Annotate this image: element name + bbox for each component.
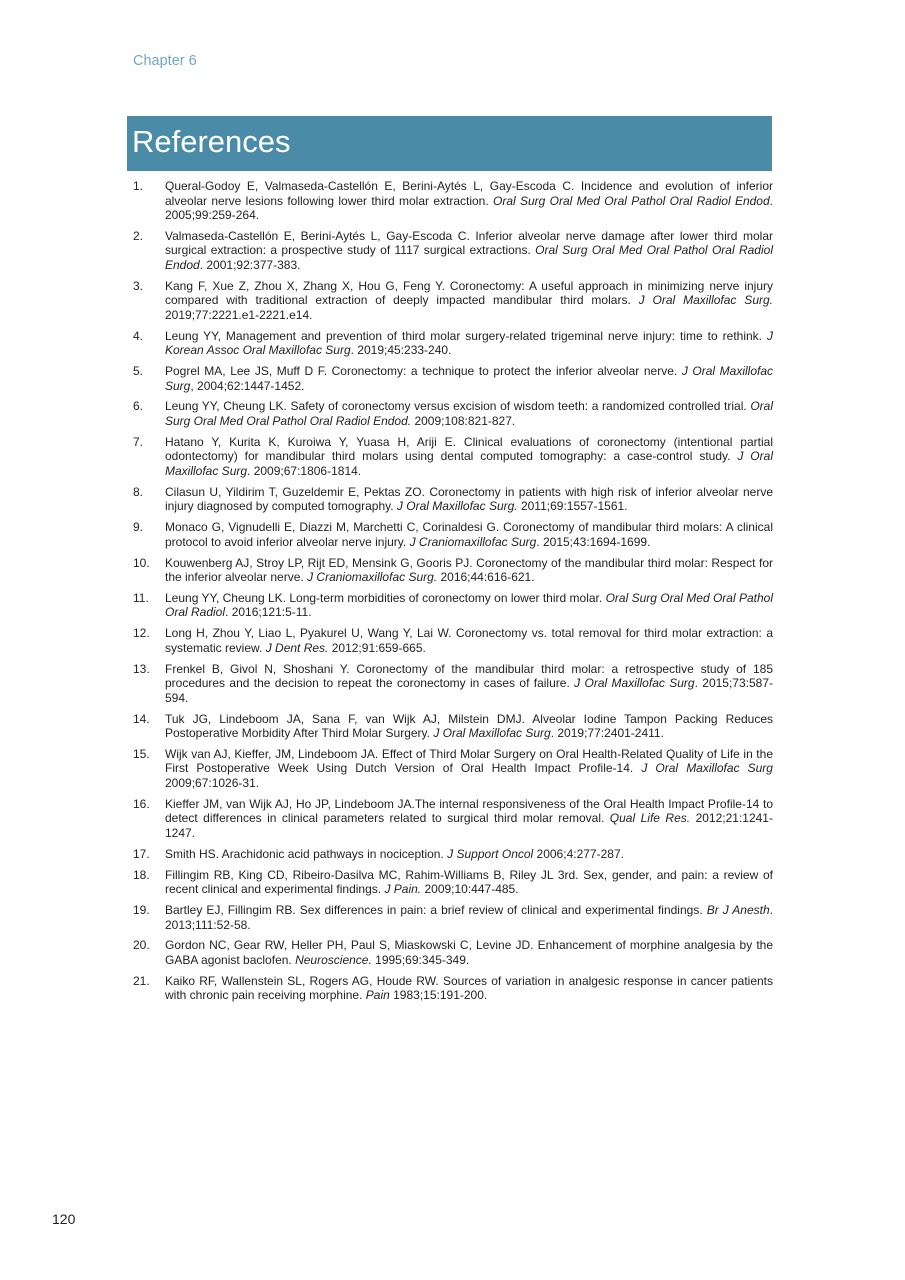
- reference-journal: J Pain.: [384, 882, 422, 897]
- reference-number: 10.: [133, 555, 150, 570]
- reference-number: 11.: [133, 590, 149, 605]
- reference-citation: . 2001;92:377-383.: [199, 257, 301, 272]
- reference-item-6: [133, 399, 773, 428]
- reference-text: [165, 903, 773, 932]
- reference-authors-title: Fillingim RB, King CD, Ribeiro-Dasilva MC, Rahim-Williams B, Riley JL 3rd. Sex, gender, and pain: a review of recent clinical and experimental findings.: [165, 867, 773, 897]
- reference-citation: . 2009;67:1806-1814.: [247, 463, 362, 478]
- reference-text: [165, 485, 773, 514]
- page-number: 120: [52, 1211, 76, 1227]
- reference-authors-title: Valmaseda-Castellón E, Berini-Aytés L, Gay-Escoda C. Inferior alveolar nerve damage after lower third molar surgical extraction: a prospective study of 1117 surgical extractions.: [165, 228, 773, 258]
- reference-number: 4.: [133, 328, 144, 343]
- reference-authors-title: Kieffer JM, van Wijk AJ, Ho JP, Lindeboom JA.The internal responsiveness of the Oral Health Impact Profile-14 to detect differences in clinical parameters related to surgical third molar removal.: [165, 796, 773, 826]
- reference-citation: . 2015;73:587-594.: [165, 676, 773, 705]
- chapter-label: Chapter 6: [133, 53, 197, 69]
- reference-text: [165, 279, 773, 322]
- reference-journal: Oral Surg Oral Med Oral Pathol Oral Radiol Endod: [165, 243, 773, 272]
- reference-item-16: [133, 797, 773, 841]
- reference-text: [165, 797, 773, 840]
- reference-item-8: [133, 485, 773, 514]
- reference-text: [165, 662, 773, 705]
- reference-item-19: [133, 903, 773, 932]
- reference-authors-title: Kaiko RF, Wallenstein SL, Rogers AG, Houde RW. Sources of variation in analgesic response in cancer patients with chronic pain receiving morphine.: [165, 973, 773, 1003]
- reference-number: 7.: [133, 434, 144, 449]
- references-heading-bar: [127, 116, 772, 171]
- reference-journal: Neuroscience.: [295, 952, 372, 967]
- reference-text: [165, 868, 773, 897]
- reference-journal: J Oral Maxillofac Surg: [574, 676, 695, 691]
- reference-authors-title: Cilasun U, Yildirim T, Guzeldemir E, Pektas ZO. Coronectomy in patients with high risk of inferior alveolar nerve injury diagnosed by computed tomography.: [165, 484, 773, 514]
- reference-citation: 2012;21:1241-1247.: [165, 811, 773, 840]
- reference-text: [165, 712, 773, 741]
- reference-number: 3.: [133, 278, 144, 293]
- reference-number: 21.: [133, 973, 150, 988]
- reference-item-9: [133, 520, 773, 549]
- reference-journal: J Oral Maxillofac Surg.: [638, 293, 773, 308]
- reference-citation: 2016;44:616-621.: [437, 570, 535, 585]
- reference-authors-title: Kang F, Xue Z, Zhou X, Zhang X, Hou G, Feng Y. Coronectomy: A useful approach in minimizing nerve injury compared with traditional extraction of deeply impacted mandibular third molars.: [165, 278, 773, 308]
- reference-item-5: [133, 364, 773, 393]
- reference-item-3: [133, 279, 773, 323]
- reference-journal: J Craniomaxillofac Surg: [409, 534, 537, 549]
- section-title: References: [132, 124, 291, 159]
- reference-citation: . 2015;43:1694-1699.: [536, 534, 651, 549]
- reference-citation: 2006;4:277-287.: [533, 846, 624, 861]
- reference-number: 1.: [133, 179, 144, 193]
- reference-citation: . 2019;45:233-240.: [350, 343, 452, 358]
- reference-journal: Qual Life Res.: [609, 811, 691, 826]
- reference-item-11: [133, 591, 773, 620]
- reference-authors-title: Long H, Zhou Y, Liao L, Pyakurel U, Wang Y, Lai W. Coronectomy vs. total removal for third molar extraction: a systematic review.: [165, 626, 773, 655]
- reference-number: 15.: [133, 746, 150, 761]
- reference-text: [165, 556, 773, 585]
- reference-text: [165, 399, 773, 428]
- reference-item-18: [133, 868, 773, 897]
- reference-text: [165, 364, 773, 393]
- reference-number: 2.: [133, 228, 144, 243]
- reference-item-13: [133, 662, 773, 706]
- reference-citation: , 2004;62:1447-1452.: [190, 378, 305, 393]
- reference-number: 16.: [133, 796, 150, 811]
- reference-item-17: [133, 847, 773, 862]
- reference-authors-title: Leung YY, Cheung LK. Safety of coronectomy versus excision of wisdom teeth: a randomized controlled trial.: [165, 399, 751, 414]
- reference-citation: 2019;77:2221.e1-2221.e14.: [165, 307, 313, 322]
- reference-journal: Oral Surg Oral Med Oral Pathol Oral Radiol Endod: [493, 193, 770, 208]
- reference-journal: J Oral Maxillofac Surg: [165, 364, 774, 393]
- reference-citation: . 2005;99:259-264.: [165, 193, 773, 222]
- reference-text: [165, 435, 773, 478]
- reference-text: [165, 747, 773, 790]
- reference-text: [165, 626, 773, 655]
- reference-number: 9.: [133, 520, 144, 535]
- reference-citation: . 2019;77:2401-2411.: [550, 726, 664, 741]
- reference-item-21: [133, 974, 773, 1003]
- reference-authors-title: Leung YY, Management and prevention of third molar surgery-related trigeminal nerve injury: time to rethink.: [165, 328, 767, 343]
- reference-number: 17.: [133, 846, 150, 861]
- reference-citation: 2012;91:659-665.: [328, 640, 426, 655]
- reference-citation: 1983;15:191-200.: [389, 988, 488, 1003]
- reference-journal: Br J Anesth: [706, 903, 770, 918]
- reference-journal: J Support Oncol: [447, 846, 534, 861]
- reference-citation: 2009;108:821-827.: [411, 413, 516, 428]
- reference-text: [165, 229, 773, 272]
- reference-text: [165, 938, 773, 967]
- reference-journal: Oral Surg Oral Med Oral Pathol Oral Radiol Endod.: [165, 399, 773, 428]
- reference-journal: Oral Surg Oral Med Oral Pathol Oral Radiol: [165, 590, 773, 620]
- reference-text: [165, 591, 773, 620]
- reference-journal: J Korean Assoc Oral Maxillofac Surg: [165, 328, 773, 358]
- reference-text: [165, 520, 773, 549]
- reference-number: 20.: [133, 938, 150, 953]
- reference-item-10: [133, 556, 773, 585]
- reference-number: 14.: [133, 711, 150, 726]
- reference-item-4: [133, 329, 773, 358]
- reference-number: 6.: [133, 399, 144, 414]
- reference-journal: J Craniomaxillofac Surg.: [307, 570, 438, 585]
- reference-journal: J Oral Maxillofac Surg: [165, 449, 773, 478]
- reference-authors-title: Gordon NC, Gear RW, Heller PH, Paul S, Miaskowski C, Levine JD. Enhancement of morphine analgesia by the GABA agonist baclofen.: [165, 938, 773, 967]
- reference-authors-title: Leung YY, Cheung LK. Long-term morbidities of coronectomy on lower third molar.: [165, 590, 606, 605]
- reference-authors-title: Bartley EJ, Fillingim RB. Sex differences in pain: a brief review of clinical and experimental findings.: [165, 903, 707, 918]
- reference-authors-title: Frenkel B, Givol N, Shoshani Y. Coronectomy of the mandibular third molar: a retrospective study of 185 procedures and the decision to repeat the coronectomy in cases of failure.: [165, 661, 773, 691]
- reference-item-12: [133, 626, 773, 655]
- reference-citation: 1995;69:345-349.: [371, 952, 470, 967]
- reference-item-20: [133, 938, 773, 967]
- reference-authors-title: Smith HS. Arachidonic acid pathways in nociception.: [165, 846, 448, 861]
- reference-number: 18.: [133, 867, 150, 882]
- reference-list: [133, 179, 773, 1009]
- reference-journal: Pain: [365, 988, 390, 1003]
- reference-journal: J Dent Res.: [265, 640, 329, 655]
- reference-citation: . 2016;121:5-11.: [225, 605, 312, 620]
- reference-journal: J Oral Maxillofac Surg.: [396, 499, 518, 514]
- reference-text: [165, 974, 773, 1003]
- reference-authors-title: Queral-Godoy E, Valmaseda-Castellón E, Berini-Aytés L, Gay-Escoda C. Incidence and evolution of inferior alveolar nerve lesions following lower third molar extraction.: [165, 179, 773, 208]
- reference-journal: J Oral Maxillofac Surg: [641, 761, 773, 776]
- reference-text: [165, 847, 624, 861]
- reference-citation: 2011;69:1557-1561.: [517, 499, 628, 514]
- reference-number: 13.: [133, 661, 150, 676]
- reference-authors-title: Pogrel MA, Lee JS, Muff D F. Coronectomy: a technique to protect the inferior alveolar nerve.: [165, 364, 682, 379]
- reference-item-2: [133, 229, 773, 273]
- reference-citation: . 2013;111:52-58.: [165, 903, 773, 932]
- reference-item-7: [133, 435, 773, 479]
- reference-item-1: [133, 179, 773, 223]
- reference-authors-title: Wijk van AJ, Kieffer, JM, Lindeboom JA. Effect of Third Molar Surgery on Oral Health-Related Quality of Life in the First Postoperative Week Using Dutch Version of Oral Health Impact Profile-14.: [165, 746, 773, 776]
- reference-authors-title: Hatano Y, Kurita K, Kuroiwa Y, Yuasa H, Ariji E. Clinical evaluations of coronectomy (intentional partial odontectomy) for mandibular third molars using dental computed tomography: a case-control study.: [165, 434, 773, 464]
- reference-number: 19.: [133, 903, 150, 918]
- reference-item-14: [133, 712, 773, 741]
- reference-authors-title: Monaco G, Vignudelli E, Diazzi M, Marchetti C, Corinaldesi G. Coronectomy of mandibular third molars: A clinical protocol to avoid inferior alveolar nerve injury.: [165, 520, 773, 549]
- reference-number: 5.: [133, 364, 144, 379]
- reference-text: [165, 179, 773, 222]
- reference-text: [165, 329, 773, 358]
- reference-citation: 2009;67:1026-31.: [165, 775, 260, 790]
- reference-authors-title: Tuk JG, Lindeboom JA, Sana F, van Wijk AJ, Milstein DMJ. Alveolar Iodine Tampon Packing Reduces Postoperative Morbidity After Third Molar Surgery.: [165, 711, 773, 741]
- reference-journal: J Oral Maxillofac Surg: [433, 726, 551, 741]
- reference-authors-title: Kouwenberg AJ, Stroy LP, Rijt ED, Mensink G, Gooris PJ. Coronectomy of the mandibular third molar: Respect for the inferior alveolar nerve.: [165, 555, 773, 585]
- reference-number: 12.: [133, 626, 150, 641]
- reference-number: 8.: [133, 484, 144, 499]
- reference-item-15: [133, 747, 773, 791]
- reference-citation: 2009;10:447-485.: [421, 882, 519, 897]
